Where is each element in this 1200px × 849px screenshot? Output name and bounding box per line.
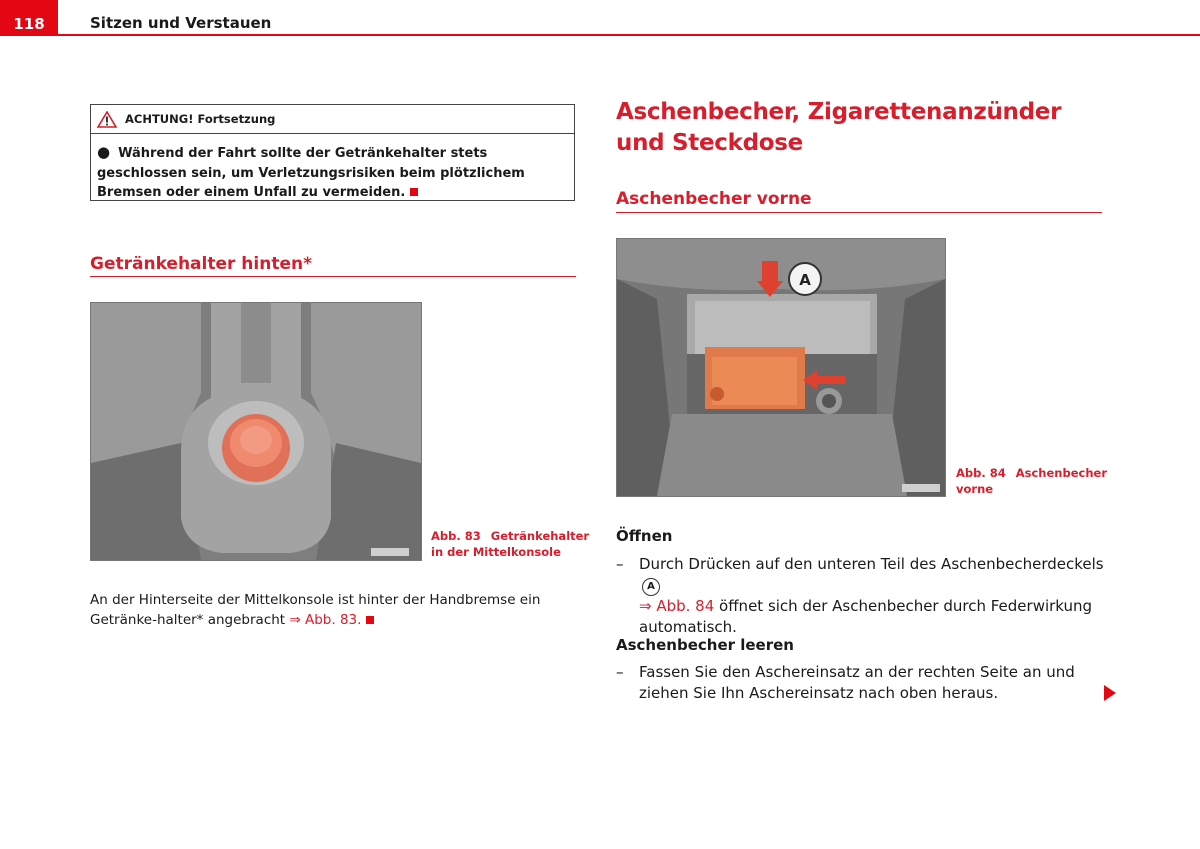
figure-84-caption-line2: vorne	[956, 482, 994, 496]
figure-83-image	[90, 302, 422, 561]
warning-header	[91, 105, 574, 134]
figure-84-number: Abb. 84	[956, 466, 1006, 480]
figure-84-image	[616, 238, 946, 497]
warning-text: Während der Fahrt sollte der Getränkehalter stets geschlossen sein, um Verletzungsrisiken beim plötzlichem Bremsen oder einem Unfall zu vermeiden.	[97, 146, 525, 200]
dash-bullet: –	[616, 555, 624, 573]
dash-bullet: –	[616, 663, 624, 681]
section-rule	[90, 276, 576, 277]
figure-84-caption-line1: Aschenbecher	[1015, 466, 1107, 480]
end-square-icon	[366, 616, 374, 624]
figure-83-caption-line1: Getränkehalter	[490, 529, 590, 543]
end-square-icon	[410, 188, 418, 196]
open-text-before: Durch Drücken auf den unteren Teil des Aschenbecherdeckels	[639, 555, 1104, 573]
open-text-after: öffnet sich der Aschenbecher durch Federwirkung automatisch.	[639, 597, 1093, 636]
section-heading-getraenkehalter: Getränkehalter hinten*	[90, 254, 312, 274]
continue-arrow-icon	[1104, 685, 1116, 701]
paragraph-text: An der Hinterseite der Mittelkonsole ist hinter der Handbremse ein Getränke-halter* angebracht	[90, 592, 541, 628]
empty-text: Fassen Sie den Aschereinsatz an der rechten Seite an und ziehen Sie Ihn Aschereinsatz nach oben heraus.	[639, 663, 1075, 702]
section-heading-aschenbecher: Aschenbecher vorne	[616, 189, 812, 209]
header-rule	[58, 34, 1200, 36]
section-rule	[616, 212, 1102, 213]
open-heading: Öffnen	[616, 527, 673, 545]
empty-heading: Aschenbecher leeren	[616, 636, 794, 654]
figure-83-link[interactable]: ⇒ Abb. 83.	[289, 612, 362, 628]
open-instruction	[616, 554, 1106, 638]
figure-84-link[interactable]: ⇒ Abb. 84	[639, 597, 715, 615]
warning-triangle-icon	[97, 111, 117, 128]
marker-a-icon: A	[642, 578, 660, 596]
warning-box	[90, 104, 575, 201]
figure-83-number: Abb. 83	[431, 529, 481, 543]
empty-instruction	[616, 662, 1106, 704]
ashtray-illustration	[617, 239, 945, 496]
figure-83-caption-line2: in der Mittelkonsole	[431, 545, 561, 559]
cupholder-paragraph	[90, 590, 580, 630]
cupholder-illustration	[91, 303, 421, 560]
chapter-title: Sitzen und Verstauen	[90, 14, 272, 32]
main-heading: Aschenbecher, Zigarettenanzünder und Steckdose	[616, 99, 1062, 156]
page-number: 118	[0, 0, 58, 36]
bullet-icon: ●	[97, 143, 111, 161]
figure-84-caption	[956, 465, 1107, 497]
warning-body	[91, 134, 574, 203]
warning-title: ACHTUNG! Fortsetzung	[125, 112, 276, 126]
figure-84-marker-a: A	[799, 271, 811, 289]
figure-83-caption	[431, 528, 589, 560]
